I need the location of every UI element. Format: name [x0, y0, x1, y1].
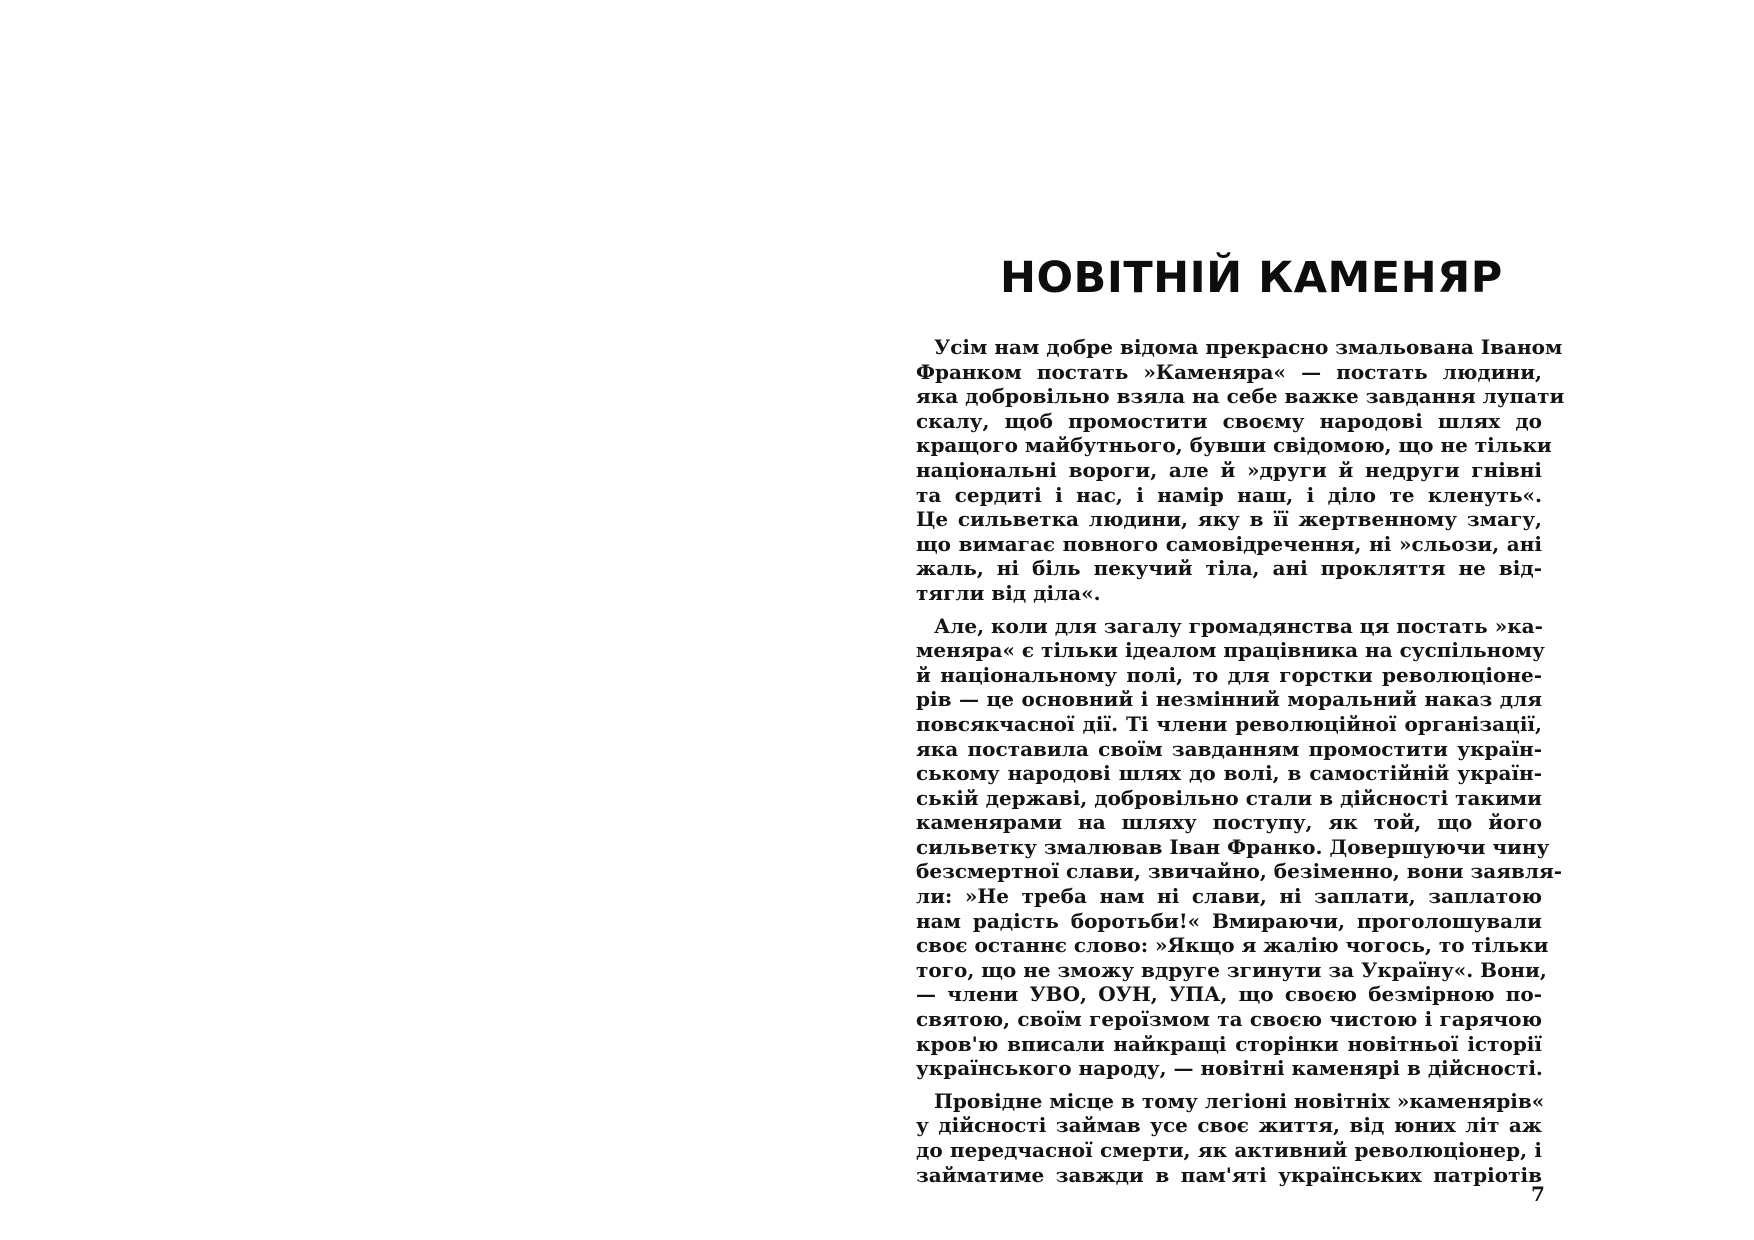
text-line: займатиме завжди в пам'яті українських патріотів [916, 1162, 1542, 1187]
text-line: рів — це основний і незмінний моральний наказ для [916, 687, 1542, 712]
text-line: національні вороги, але й »други й недруги гнівні [916, 457, 1542, 482]
text-line: що вимагає повного самовідречення, ні »сльози, ані [916, 531, 1542, 556]
text-line: Провідне місце в тому легіоні новітніх »каменярів« [934, 1088, 1545, 1113]
paragraph-gap [916, 1081, 1542, 1089]
body-text [916, 335, 1565, 1187]
text-line: яка добровільно взяла на себе важке завдання лупати [916, 384, 1565, 409]
text-line: Але, коли для загалу громадянства ця постать »ка- [934, 613, 1543, 638]
text-line: того, що не зможу вдруге згинути за Україну«. Вони, [916, 957, 1547, 982]
text-line: скалу, щоб промостити своєму народові шлях до [916, 408, 1542, 433]
text-line: жаль, ні біль пекучий тіла, ані прокляття не від- [916, 556, 1542, 581]
text-line: українського народу, — новітні каменярі в дійсності. [916, 1056, 1543, 1081]
right-page [900, 0, 1754, 1240]
text-line: та сердиті і нас, і намір наш, і діло те кленуть«. [916, 482, 1542, 507]
text-line: ському народові шлях до волі, в самостійній україн- [916, 761, 1542, 786]
text-line: безсмертної слави, звичайно, безіменно, вони заявля- [916, 859, 1563, 884]
text-line: яка поставила своїм завданням промостити україн- [916, 736, 1542, 761]
text-line: сильветку змалював Іван Франко. Довершуючи чину [916, 834, 1550, 859]
text-line: кров'ю вписали найкращі сторінки новітньої історії [916, 1031, 1542, 1056]
text-line: до передчасної смерти, як активний революціонер, і [916, 1138, 1542, 1162]
text-line: й національному полі, то для горстки революціоне- [916, 662, 1542, 687]
text-line: святою, своїм героїзмом та своєю чистою і гарячою [916, 1007, 1542, 1032]
text-line: ській державі, добровільно стали в дійсності такими [916, 785, 1542, 810]
text-line: повсякчасної дії. Ті члени революційної організації, [916, 711, 1542, 736]
text-line: Франком постать »Каменяра« — постать людини, [916, 359, 1542, 384]
text-line: — члени УВО, ОУН, УПА, що своєю безмірною по- [916, 982, 1542, 1007]
text-line: Усім нам добре відома прекрасно змальована Іваном [934, 335, 1563, 359]
page-number: 7 [1531, 1182, 1545, 1206]
text-line: каменярами на шляху поступу, як той, що його [916, 810, 1542, 835]
chapter-title: НОВІТНІЙ КАМЕНЯР [1000, 253, 1503, 303]
text-line: ли: »Не треба нам ні слави, ні заплати, заплатою [916, 884, 1542, 909]
text-line: кращого майбутнього, бувши свідомою, що не тільки [916, 433, 1552, 458]
text-line: Це сильветка людини, яку в її жертвенному змагу, [916, 507, 1542, 532]
text-line: нам радість боротьби!« Вмираючи, проголошували [916, 908, 1542, 933]
paragraph-gap [916, 606, 1542, 614]
text-line: тягли від діла«. [916, 580, 1101, 605]
text-line: меняра« є тільки ідеалом працівника на суспільному [916, 638, 1545, 663]
text-line: своє останнє слово: »Якщо я жалію чогось, то тільки [916, 933, 1549, 958]
text-line: у дійсності займав усе своє життя, від юних літ аж [916, 1113, 1542, 1138]
